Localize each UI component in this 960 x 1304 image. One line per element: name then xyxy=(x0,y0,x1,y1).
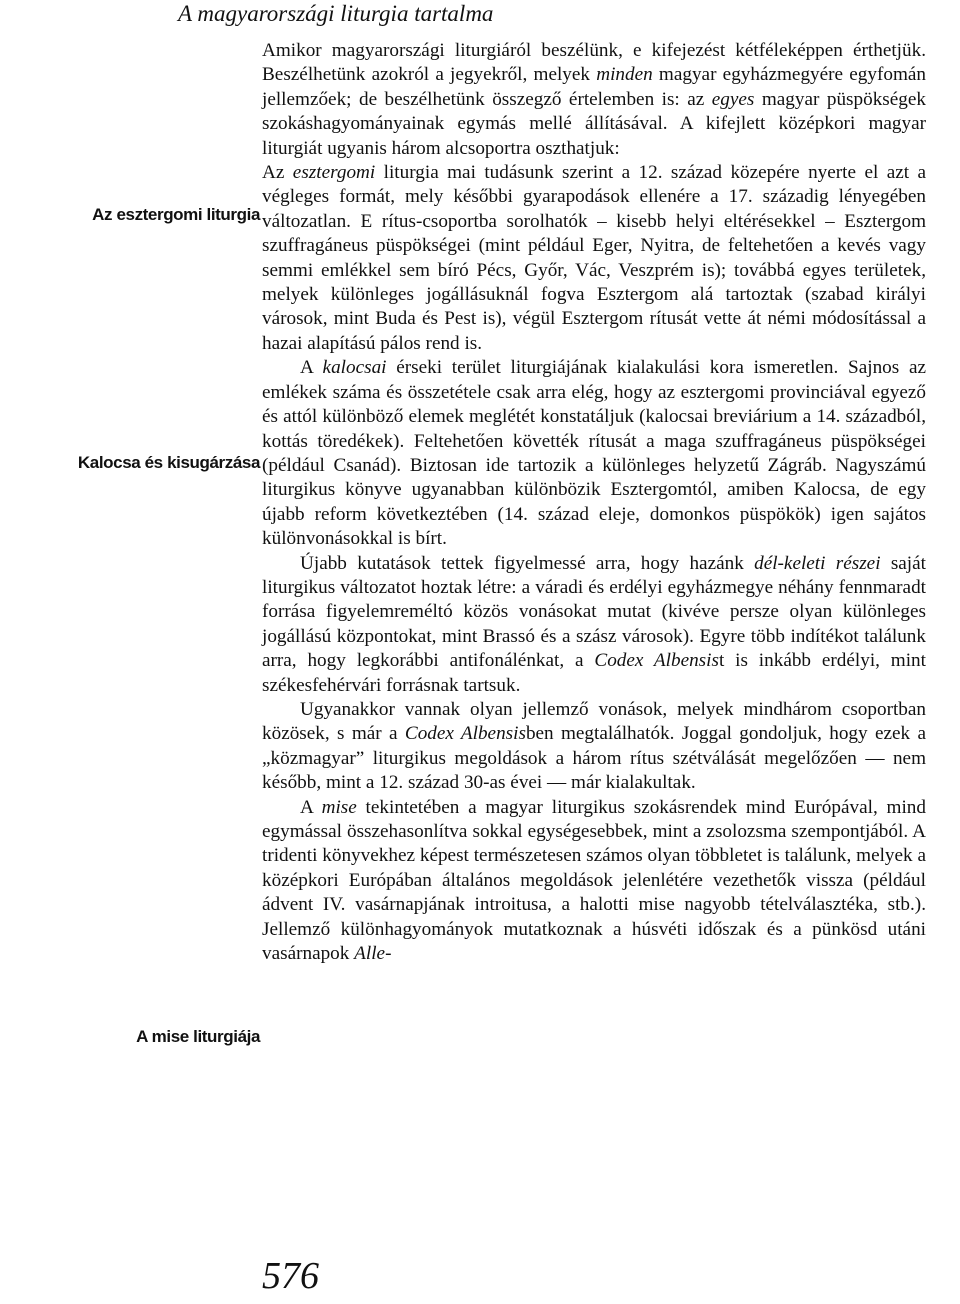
margin-note-esztergom: Az esztergomi liturgia xyxy=(92,205,260,224)
paragraph-intro: Amikor magyarországi liturgiáról beszélünk, e kifejezést kétféleképpen érthetjük. Beszélhetünk azokról a jegyekről, melyek minden magyar egyházmegyére egyfomán jellemzőek; de beszélhetünk összegző értelemben is: az egyes magyar püspökségek szokáshagyományainak egymás mellé állításával. A kifejlett középkori magyar liturgiát ugyanis három alcsoportra oszthatjuk: xyxy=(262,40,926,159)
paragraph-mise: A mise tekintetében a magyar liturgikus szokásrendek mind Európával, mind egymással összehasonlítva sokkal egységesebbek, mint a zsolozsma szempontjából. A tridenti könyvekhez képest természetesen számos olyan többletet is találunk, melyek a középkori Európában általános megoldások jelenlétére vezethetők vissza (például ádvent IV. vasárnapjának introitusa, a halotti mise nagyobb tételválasztéka, stb.). Jellemző különhagyományok mutatkoznak a húsvéti időszak és a pünkösd utáni vasárnapok Alle- xyxy=(262,796,926,965)
margin-note-mise: A mise liturgiája xyxy=(136,1027,260,1046)
paragraph-kalocsa: A kalocsai érseki terület liturgiájának kialakulási kora ismeretlen. Sajnos az emlékek száma és összetétele csak arra elég, hogy az esztergomi provinciával egyező és attól különböző elemek meglétét konstatáljuk (kalocsai breviárium a 14. századból, kottás töredékek). Feltehetően követték rítusát a maga szuffragáneus püspökségei (például Csanád). Biztosan ide tartozik a különleges helyzetű Zágráb. Nagyszámú liturgikus könyve ugyanabban különbözik Esztergomtól, amiben Kalocsa, de egy újabb reform következtében (14. század eleje, domonkos püspökök) igen sajátos különvonásokkal is bírt. xyxy=(262,357,926,550)
body-text xyxy=(262,39,926,966)
paragraph-del-keleti: Újabb kutatások tettek figyelmessé arra, hogy hazánk dél-keleti részei saját liturgikus változatot hoztak létre: a váradi és erdélyi egyházmegye néhány fennmaradt forrása figyelemreméltó közös vonásokat mutat (kivéve persze olyan különleges jogállású központokat, mint Brassó és a szász városok). Egyre több indítékot találunk arra, hogy legkorábbi antifonálénkat, a Codex Albensist is inkább erdélyi, mint székesfehérvári forrásnak tartsuk. xyxy=(262,552,926,696)
margin-note-kalocsa: Kalocsa és kisugárzása xyxy=(77,453,260,472)
page-number: 576 xyxy=(262,1255,319,1297)
paragraph-esztergom: Az esztergomi liturgia mai tudásunk szerint a 12. század közepére nyerte el azt a végleges formát, mely későbbi gyarapodások ellenére a 17. századig lényegében változatlan. E rítus-csoportba sorolhatók – kisebb helyi eltérésekkel – Esztergom szuffragáneus püspökségei (mint például Eger, Nyitra, de feltehetően a kevés vagy semmi emlékkel sem bíró Pécs, Győr, Vác, Veszprém is); továbbá egyes területek, melyek különleges jogállásuknál fogva Esztergom alá tartoztak (szabad királyi városok, mint Buda és Pest is), végül Esztergom rítusát vette át némi módosítással a hazai alapítású pálos rend is. xyxy=(262,162,926,354)
paragraph-kozmagyar: Ugyanakkor vannak olyan jellemző vonások, melyek mindhárom csoportban közösek, s már a Codex Albensisben megtalálhatók. Joggal gondoljuk, hogy ezek a „közmagyar” liturgikus megoldások a három rítus szétválását megelőzően — nem később, mint a 12. század 30-as évei — már kialakultak. xyxy=(262,698,926,794)
running-header: A magyarországi liturgia tartalma xyxy=(178,1,494,26)
